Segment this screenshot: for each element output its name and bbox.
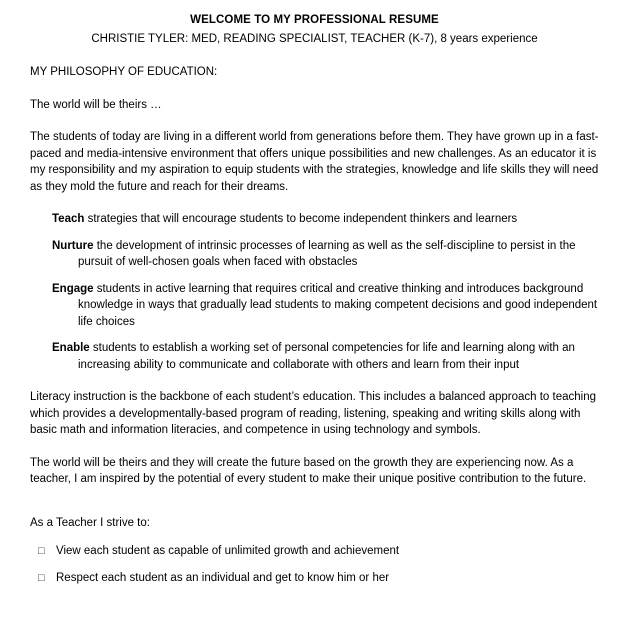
intro-paragraph: The students of today are living in a different world from generations before them. They have grown up in a fast-paced and media-intensive environment that offers unique possibilities and new challenges. As an educator it is my responsibility and my aspiration to equip students with the strategies, knowledge and life skills they will need as they mold the future and reach for their dreams. — [30, 131, 599, 193]
spacer — [30, 560, 599, 570]
closing-paragraph: The world will be theirs and they will create the future based on the growth they are experiencing now. As a teacher, I am inspired by the potential of every student to make their unique positive contribution to the future. — [30, 456, 587, 485]
principle-item — [30, 238, 599, 271]
spacer — [30, 330, 599, 340]
principle-item — [30, 281, 599, 331]
document-subtitle: CHRISTIE TYLER: MED, READING SPECIALIST, TEACHER (K-7), 8 years experience — [91, 33, 538, 45]
principle-lead: Nurture — [52, 239, 94, 252]
square-bullet-icon: □ — [38, 545, 45, 557]
square-bullet-icon: □ — [38, 571, 45, 584]
principle-lead: Enable — [52, 342, 90, 354]
list-item — [30, 543, 599, 560]
literacy-paragraph: Literacy instruction is the backbone of each student’s education. This includes a balanced approach to teaching which provides a developmentally-based program of reading, listening, speaking and writing skills along with basic math and information literacies, and competence in using technology and symbols. — [30, 391, 596, 436]
spacer — [30, 488, 599, 504]
tagline-text: The world will be theirs … — [30, 98, 162, 111]
spacer — [30, 439, 599, 455]
principle-item — [30, 211, 599, 228]
spacer — [30, 195, 599, 211]
list-item-label: View each student as capable of unlimited growth and achievement — [56, 545, 400, 557]
spacer — [30, 47, 599, 64]
strive-label: As a Teacher I strive to: — [30, 517, 150, 529]
section-heading-philosophy: MY PHILOSOPHY OF EDUCATION: — [30, 66, 218, 78]
spacer — [30, 271, 599, 281]
principle-text: strategies that will encourage students to become independent thinkers and learners — [84, 213, 518, 225]
spacer — [30, 113, 599, 129]
spacer — [30, 228, 599, 238]
document-title: WELCOME TO MY PROFESSIONAL RESUME — [190, 14, 439, 26]
spacer — [30, 373, 599, 389]
principle-text: the development of intrinsic processes of learning as well as the self-discipline to persist in the pursuit of well-chosen goals when faced with obstacles — [78, 239, 576, 268]
spacer — [30, 81, 599, 97]
list-item-label: Respect each student as an individual and get to know him or her — [56, 571, 390, 584]
principle-lead: Teach — [52, 213, 85, 225]
list-item — [30, 570, 599, 587]
principle-text: students in active learning that requires critical and creative thinking and introduces background knowledge in ways that gradually lead students to making competent decisions and good independent life choices — [78, 282, 598, 328]
principle-item — [30, 340, 599, 373]
principle-text: students to establish a working set of personal competencies for life and learning along with an increasing ability to communicate and collaborate with others and learn from their input — [78, 342, 575, 371]
principle-lead: Engage — [52, 282, 94, 295]
